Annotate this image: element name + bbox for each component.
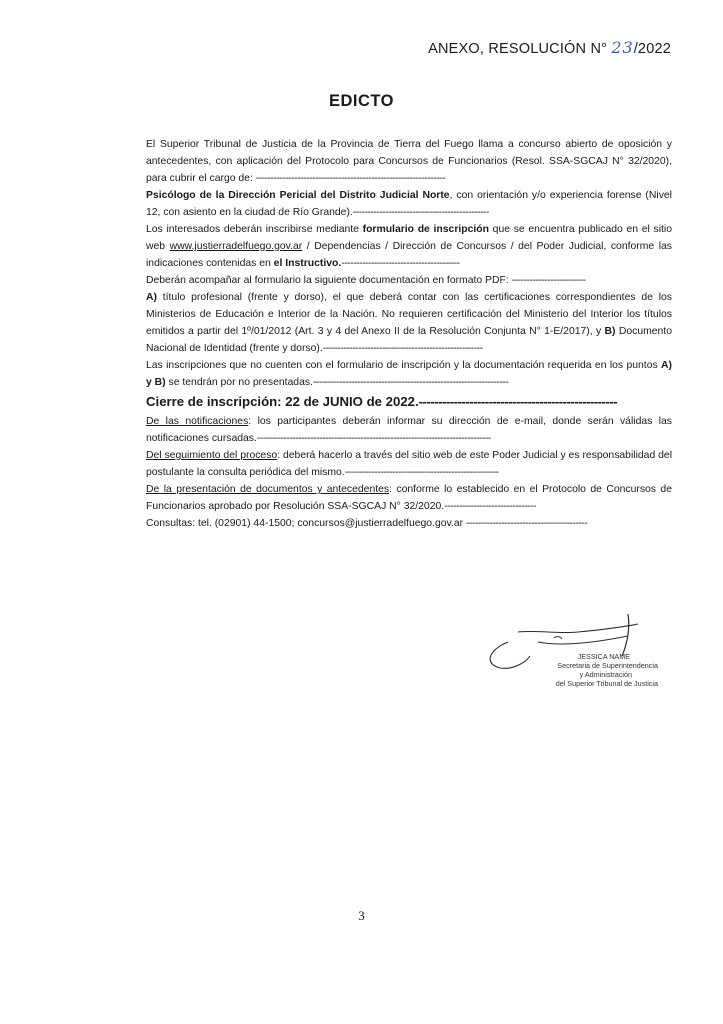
presentation-heading: De la presentación de documentos y antecedentes [146,484,390,495]
rejections-text: Las inscripciones que no cuenten con el formulario de inscripción y la documentación requerida en los puntos [146,360,662,371]
filler-dashes: ----------------------------------------- [465,518,588,529]
resolution-number-handwritten: 23 [611,38,634,57]
rejections-items: A) y B) [146,360,672,388]
filler-dashes: ------------------------- [511,275,586,286]
item-a-marker: A) [146,292,157,303]
page-number: 3 [358,908,365,923]
signatory-title-line: y Administración [579,670,632,679]
paragraph-notifications [146,413,672,447]
notifications-text: : los participantes deberán informar su dirección de e-mail, donde serán válidas las notificaciones cursadas. [146,416,672,444]
paragraph-rejections [146,357,672,391]
filler-dashes: ---------------------------------------------- [352,207,489,218]
filler-dashes: ------------------------------------------------------------------ [312,377,509,388]
signature-caption [478,652,658,688]
registration-text: Los interesados deberán inscribirse mediante [146,224,363,235]
registration-form-label: formulario de inscripción [362,224,489,235]
registration-text: que se encuentra publicado en el sitio web [146,224,672,252]
follow-up-text: : deberá hacerlo a través del sitio web de este Poder Judicial y es responsabilidad del postulante la consulta periódica del mismo. [146,450,672,478]
filler-dashes: ---------------------------------------------------- [344,467,499,478]
edict-body [146,136,672,532]
filler-dashes: ------------------------------------------------------------------------------- [256,433,491,444]
paragraph-call [146,136,672,187]
follow-up-heading: Del seguimiento del proceso [146,450,278,461]
paragraph-registration [146,221,672,272]
filler-dashes: ---------------------------------------------------------------- [255,173,446,184]
website-link[interactable]: www.justierradelfuego.gov.ar [169,241,303,252]
paragraph-call-text: El Superior Tribunal de Justicia de la Provincia de Tierra del Fuego llama a concurso abierto de oposición y antecedentes, con aplicación del Protocolo para Concursos de Funcionarios (Resol. SSA-SGCAJ N° 32/2020), para cubrir el cargo de: [146,139,672,184]
registration-text: / Dependencias / Dirección de Concursos / del Poder Judicial, conforme las indicaciones contenidas en [146,241,672,269]
deadline-text: Cierre de inscripción: 22 de JUNIO de 2022. [146,394,419,409]
position-title: Psicólogo de la Dirección Pericial del Distrito Judicial Norte [146,190,450,201]
signatory-title-line: del Superior Tribunal de Justicia [555,679,658,688]
signatory-name: JESSICA NAME [577,652,630,661]
signatory-title-line: Secretaria de Superintendencia [557,661,658,670]
item-a-text: título profesional (frente y dorso), el que deberá contar con las certificaciones correspondientes de los Ministerios de Educación e Interior de la Nación. No requieren certificación del Ministerio del Interior los títulos emitidos a partir del 1º/01/2012 (Art. 3 y 4 del Anexo II de la Resolución Conjunta N° 1-E/2017), y [146,292,672,337]
contact-text: Consultas: tel. (02901) 44-1500; concursos@justierradelfuego.gov.ar [146,518,466,529]
presentation-text: : conforme lo establecido en el Protocolo de Concursos de Funcionarios aprobado por Resolución SSA-SGCAJ N° 32/2020. [146,484,672,512]
notifications-heading: De las notificaciones [146,416,249,427]
paragraph-follow-up [146,447,672,481]
rejections-text: se tendrán por no presentadas. [165,377,313,388]
paragraph-deadline [146,391,672,413]
instructivo-label: el Instructivo. [273,258,342,269]
paragraph-documents-list [146,289,672,357]
item-b-marker: B) [604,326,616,337]
filler-dashes: ------------------------------------------------------ [322,343,483,354]
paragraph-presentation [146,481,672,515]
filler-dashes: ------------------------------- [444,501,536,512]
paragraph-position [146,187,672,221]
resolution-prefix: ANEXO, RESOLUCIÓN N° [428,41,608,57]
item-b-text: Documento Nacional de Identidad (frente y dorso). [146,326,672,354]
filler-dashes: --------------------------------------------------- [418,394,618,409]
resolution-reference [428,38,671,57]
paragraph-contact [146,515,672,532]
paragraph-documents-intro [146,272,672,289]
documents-intro-text: Deberán acompañar al formulario la siguiente documentación en formato PDF: [146,275,512,286]
resolution-suffix: /2022 [633,41,671,57]
position-details: , con orientación y/o experiencia forense (Nivel 12, con asiento en la ciudad de Río Grande). [146,190,672,218]
filler-dashes: ---------------------------------------- [341,258,460,269]
page-title: EDICTO [328,92,395,110]
signature-block [478,612,658,704]
